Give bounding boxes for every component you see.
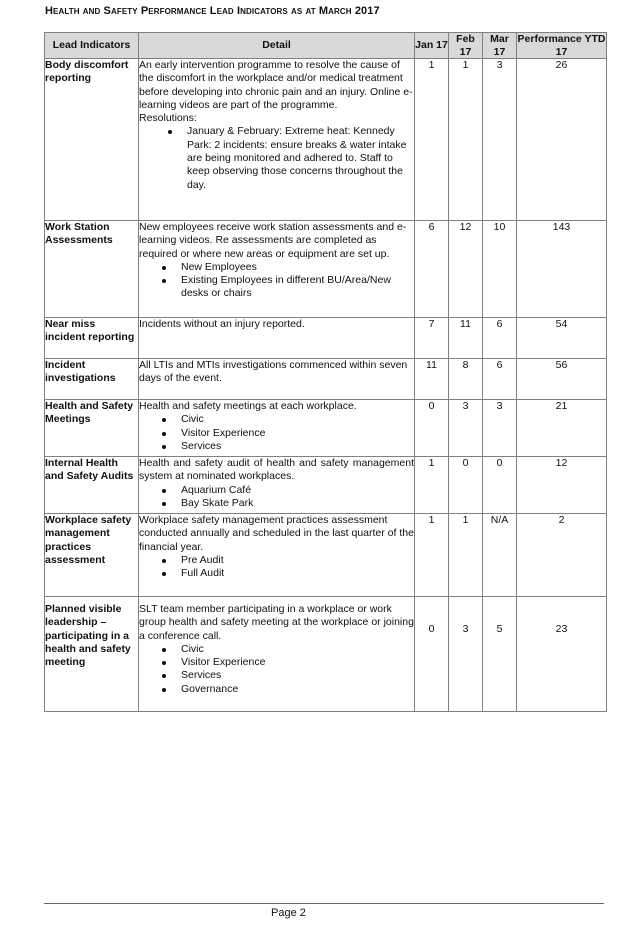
indicator-detail <box>139 221 415 318</box>
detail-bullet-list <box>139 554 414 581</box>
indicator-name: Near miss incident reporting <box>45 318 139 359</box>
lead-indicators-table <box>44 32 607 712</box>
indicator-name: Body discomfort reporting <box>45 59 139 221</box>
indicator-detail <box>139 400 415 457</box>
jan-value: 11 <box>415 359 449 400</box>
detail-bullet-list <box>139 484 414 511</box>
detail-bullet: Civic <box>181 643 414 656</box>
detail-bullet-list <box>139 413 414 453</box>
table-row <box>45 59 607 221</box>
ytd-value: 21 <box>517 400 607 457</box>
footer-divider <box>44 903 604 904</box>
detail-text: SLT team member participating in a workplace or work group health and safety meeting at the workplace or joining a conference call. <box>139 603 414 642</box>
jan-value: 0 <box>415 400 449 457</box>
detail-bullet: January & February: Extreme heat: Kennedy Park: 2 incidents: ensure breaks & water intake are being monitored and adhered to. Staff to keep observing those concerns throughout the day. <box>187 125 414 191</box>
indicator-detail <box>139 514 415 597</box>
indicator-name: Planned visible leadership – participating in a health and safety meeting <box>45 597 139 712</box>
jan-value: 1 <box>415 514 449 597</box>
jan-value: 6 <box>415 221 449 318</box>
detail-bullet: Civic <box>181 413 414 426</box>
detail-bullet-list <box>139 125 414 191</box>
header-detail: Detail <box>139 33 415 59</box>
ytd-value: 54 <box>517 318 607 359</box>
detail-text: An early intervention programme to resolve the cause of the discomfort in the workplace and/or medical treatment before developing into chronic pain and an injury. Online e-learning videos are part of the programme. <box>139 59 413 111</box>
feb-value: 0 <box>449 457 483 514</box>
table-row <box>45 221 607 318</box>
detail-bullet: Full Audit <box>181 567 414 580</box>
detail-text: Health and safety meetings at each workplace. <box>139 400 357 412</box>
table-header-row <box>45 33 607 59</box>
detail-bullet: Governance <box>181 683 414 696</box>
jan-value: 7 <box>415 318 449 359</box>
indicator-name: Health and Safety Meetings <box>45 400 139 457</box>
detail-bullet: Services <box>181 440 414 453</box>
header-lead-indicators: Lead Indicators <box>45 33 139 59</box>
header-jan: Jan 17 <box>415 33 449 59</box>
detail-bullet: Existing Employees in different BU/Area/New desks or chairs <box>181 274 414 301</box>
detail-bullet-list <box>139 643 414 696</box>
detail-text: All LTIs and MTIs investigations commenced within seven days of the event. <box>139 359 408 385</box>
table-row <box>45 597 607 712</box>
mar-value: 3 <box>483 400 517 457</box>
detail-text: Workplace safety management practices assessment conducted annually and scheduled in the last quarter of the financial year. <box>139 514 414 553</box>
document-title: Health and Safety Performance Lead Indicators as at March 2017 <box>45 5 380 17</box>
jan-value: 0 <box>415 597 449 712</box>
detail-bullet: Services <box>181 669 414 682</box>
detail-text: Health and safety audit of health and safety management system at nominated workplaces. <box>139 457 414 483</box>
table-row <box>45 400 607 457</box>
indicator-name: Work Station Assessments <box>45 221 139 318</box>
mar-value: N/A <box>483 514 517 597</box>
mar-value: 3 <box>483 59 517 221</box>
indicator-name: Workplace safety management practices assessment <box>45 514 139 597</box>
indicator-name: Internal Health and Safety Audits <box>45 457 139 514</box>
feb-value: 12 <box>449 221 483 318</box>
feb-value: 11 <box>449 318 483 359</box>
detail-bullet: Visitor Experience <box>181 656 414 669</box>
indicator-detail <box>139 318 415 359</box>
detail-text: Incidents without an injury reported. <box>139 318 305 330</box>
mar-value: 0 <box>483 457 517 514</box>
jan-value: 1 <box>415 59 449 221</box>
detail-bullet: Visitor Experience <box>181 427 414 440</box>
indicator-detail <box>139 597 415 712</box>
table-row <box>45 514 607 597</box>
indicator-detail <box>139 59 415 221</box>
mar-value: 5 <box>483 597 517 712</box>
detail-bullet: Pre Audit <box>181 554 414 567</box>
indicator-detail <box>139 359 415 400</box>
header-feb: Feb 17 <box>449 33 483 59</box>
table-row <box>45 359 607 400</box>
table-row <box>45 457 607 514</box>
mar-value: 6 <box>483 318 517 359</box>
ytd-value: 23 <box>517 597 607 712</box>
detail-bullet: Bay Skate Park <box>181 497 414 510</box>
indicator-name: Incident investigations <box>45 359 139 400</box>
ytd-value: 26 <box>517 59 607 221</box>
detail-subheading: Resolutions: <box>139 112 197 125</box>
mar-value: 10 <box>483 221 517 318</box>
page-number: Page 2 <box>271 907 306 919</box>
mar-value: 6 <box>483 359 517 400</box>
ytd-value: 2 <box>517 514 607 597</box>
ytd-value: 56 <box>517 359 607 400</box>
feb-value: 1 <box>449 59 483 221</box>
feb-value: 3 <box>449 597 483 712</box>
indicator-detail <box>139 457 415 514</box>
feb-value: 3 <box>449 400 483 457</box>
detail-bullet: New Employees <box>181 261 414 274</box>
header-mar: Mar 17 <box>483 33 517 59</box>
jan-value: 1 <box>415 457 449 514</box>
table-row <box>45 318 607 359</box>
detail-text: New employees receive work station assessments and e-learning videos. Re assessments are completed as required or where new areas or equipment are set up. <box>139 221 407 260</box>
feb-value: 1 <box>449 514 483 597</box>
detail-bullet-list <box>139 261 414 301</box>
feb-value: 8 <box>449 359 483 400</box>
ytd-value: 143 <box>517 221 607 318</box>
header-performance-ytd: Performance YTD 17 <box>517 33 606 58</box>
ytd-value: 12 <box>517 457 607 514</box>
detail-bullet: Aquarium Café <box>181 484 414 497</box>
